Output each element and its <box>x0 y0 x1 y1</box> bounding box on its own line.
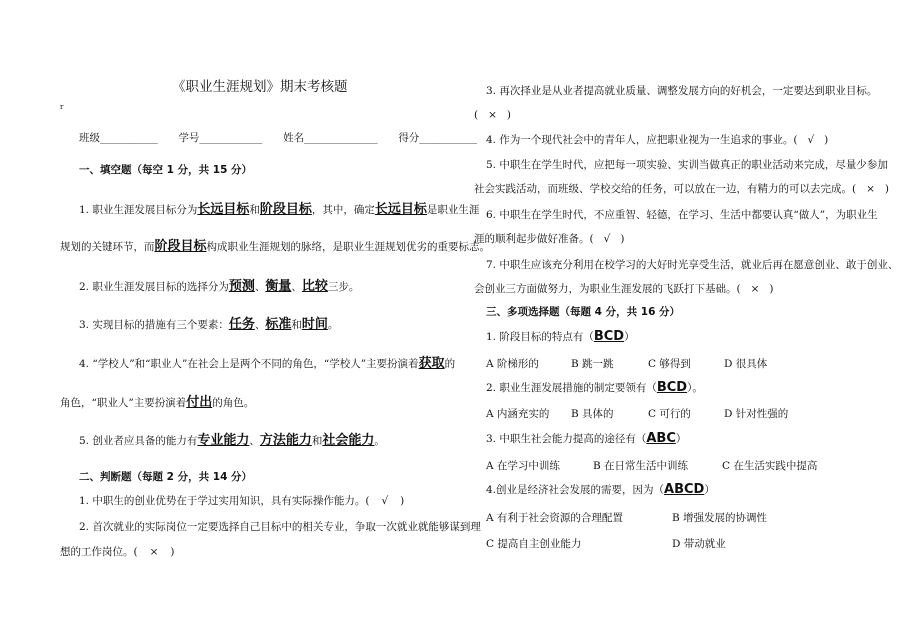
judge-q2-line2: 想的工作岗位。( × ) <box>60 546 175 558</box>
answer-blank: 比较 <box>301 279 328 294</box>
answer-blank: 长远目标 <box>197 202 250 217</box>
judge-mark: √ <box>807 134 815 146</box>
judge-q5-line2: 社会实践活动，而班级、学校交给的任务，可以放在一边，有精力的可以去完成。( × ) <box>474 183 890 195</box>
section3-heading: 三、多项选择题（每题 4 分，共 16 分） <box>486 306 681 318</box>
judge-q7-line2: 会创业三方面做努力，为职业生涯发展的飞跃打下基础。( × ) <box>474 283 774 295</box>
header-fields <box>79 131 477 145</box>
fill-q4-line2: 角色，“职业人”主要扮演着付出的角色。 <box>60 395 255 410</box>
judge-mark: √ <box>603 233 611 245</box>
answer-blank: 专业能力 <box>197 433 250 448</box>
class-field[interactable]: 班级___________ <box>79 132 158 144</box>
answer-blank: 阶段目标 <box>259 202 312 217</box>
mc-q4-stem: 4.创业是经济社会发展的需要，因为（ABCD） <box>486 482 715 497</box>
mc-q1-option-c: C 够得到 <box>648 358 691 370</box>
judge-mark: × <box>750 283 760 295</box>
answer-blank: 预测 <box>228 279 255 294</box>
mc-q2-option-a: A 内涵充实的 <box>486 408 550 420</box>
judge-mark: × <box>866 183 875 195</box>
answer-blank: 标准 <box>265 317 292 332</box>
judge-q6-line2: 涯的顺利起步做好准备。( √ ) <box>474 233 625 245</box>
mc-q3-option-c: C 在生活实践中提高 <box>722 460 818 472</box>
answer-blank: 方法能力 <box>259 433 312 448</box>
judge-q1: 1. 中职生的创业优势在于学过实用知识，具有实际操作能力。( √ ) <box>79 495 405 507</box>
mc-q4-option-c: C 提高自主创业能力 <box>486 538 582 550</box>
judge-q3-line1: 3. 再次择业是从业者提高就业质量、调整发展方向的好机会，一定要达到职业目标。 <box>486 85 878 97</box>
student-id-field[interactable]: 学号____________ <box>178 132 263 144</box>
answer-blank: 获取 <box>418 356 445 371</box>
mc-answer: BCD <box>593 329 625 344</box>
mc-q4-option-a: A 有利于社会资源的合理配置 <box>486 512 623 524</box>
section1-heading: 一、填空题（每空 1 分，共 15 分） <box>79 164 253 176</box>
mc-q2-option-c: C 可行的 <box>648 408 691 420</box>
mc-answer: BCD <box>656 380 688 395</box>
mc-q4-option-d: D 带动就业 <box>672 538 726 550</box>
page-title: 《职业生涯规划》期末考核题 <box>172 79 348 95</box>
answer-blank: 时间 <box>301 317 328 332</box>
answer-blank: 阶段目标 <box>154 239 207 254</box>
judge-q6-line1: 6. 中职生在学生时代，不应重智、轻德，在学习、生活中都要认真“做人”，为职业生 <box>486 209 878 221</box>
mc-q2-option-d: D 针对性强的 <box>724 408 789 420</box>
judge-q5-line1: 5. 中职生在学生时代，应把每一项实验、实训当做真正的职业活动来完成，尽量少参加 <box>486 159 888 171</box>
answer-blank: 社会能力 <box>322 433 375 448</box>
mc-q2-stem: 2. 职业生涯发展措施的制定要领有（BCD）。 <box>486 380 703 395</box>
mc-q1-option-d: D 很具体 <box>724 358 768 370</box>
fill-q3: 3. 实现目标的措施有三个要素：任务、标准和时间。 <box>79 317 339 332</box>
fill-q1-line1: 1. 职业生涯发展目标分为长远目标和阶段目标，其中，确定长远目标是职业生涯 <box>79 202 480 217</box>
name-field[interactable]: 姓名______________ <box>283 132 378 144</box>
fill-q4-line1: 4. “学校人”和“职业人”在社会上是两个不同的角色，“学校人”主要扮演着获取的 <box>79 356 456 371</box>
fill-q5: 5. 创业者应具备的能力有专业能力、方法能力和社会能力。 <box>79 433 385 448</box>
mc-answer: ABC <box>646 431 676 446</box>
judge-mark: × <box>149 546 159 558</box>
mc-answer: ABCD <box>664 482 705 497</box>
mc-q3-option-b: B 在日常生活中训练 <box>593 460 689 472</box>
mc-q4-option-b: B 增强发展的协调性 <box>672 512 768 524</box>
fill-q2: 2. 职业生涯发展目标的选择分为预测、衡量、比较三步。 <box>79 279 360 294</box>
answer-blank: 衡量 <box>265 279 292 294</box>
section2-heading: 二、判断题（每题 2 分，共 14 分） <box>79 471 253 483</box>
answer-blank: 任务 <box>228 317 255 332</box>
stray-mark: r <box>60 103 64 111</box>
answer-blank: 长远目标 <box>374 202 427 217</box>
mc-q3-stem: 3. 中职生社会能力提高的途径有（ABC） <box>486 431 687 446</box>
fill-q1-line2: 规划的关键环节，而阶段目标构成职业生涯规划的脉络，是职业生涯规划优劣的重要标志。 <box>60 239 491 254</box>
judge-mark: √ <box>381 495 389 507</box>
mc-q3-option-a: A 在学习中训练 <box>486 460 560 472</box>
mc-q1-stem: 1. 阶段目标的特点有（BCD） <box>486 329 635 344</box>
judge-mark: × <box>488 109 497 121</box>
judge-q2-line1: 2. 首次就业的实际岗位一定要选择自己目标中的相关专业，争取一次就业就能够谋到理 <box>79 521 481 533</box>
score-field[interactable]: 得分___________ <box>398 132 478 144</box>
mc-q2-option-b: B 具体的 <box>571 408 614 420</box>
judge-q3-line2: ( × ) <box>474 109 512 121</box>
judge-q4: 4. 作为一个现代社会中的青年人，应把职业视为一生追求的事业。( √ ) <box>486 134 829 146</box>
mc-q1-option-b: B 跳一跳 <box>571 358 614 370</box>
mc-q1-option-a: A 阶梯形的 <box>486 358 539 370</box>
answer-blank: 付出 <box>186 395 213 410</box>
judge-q7-line1: 7. 中职生应该充分利用在校学习的大好时光享受生活，就业后再在愿意创业、敢于创业、 <box>486 259 899 271</box>
